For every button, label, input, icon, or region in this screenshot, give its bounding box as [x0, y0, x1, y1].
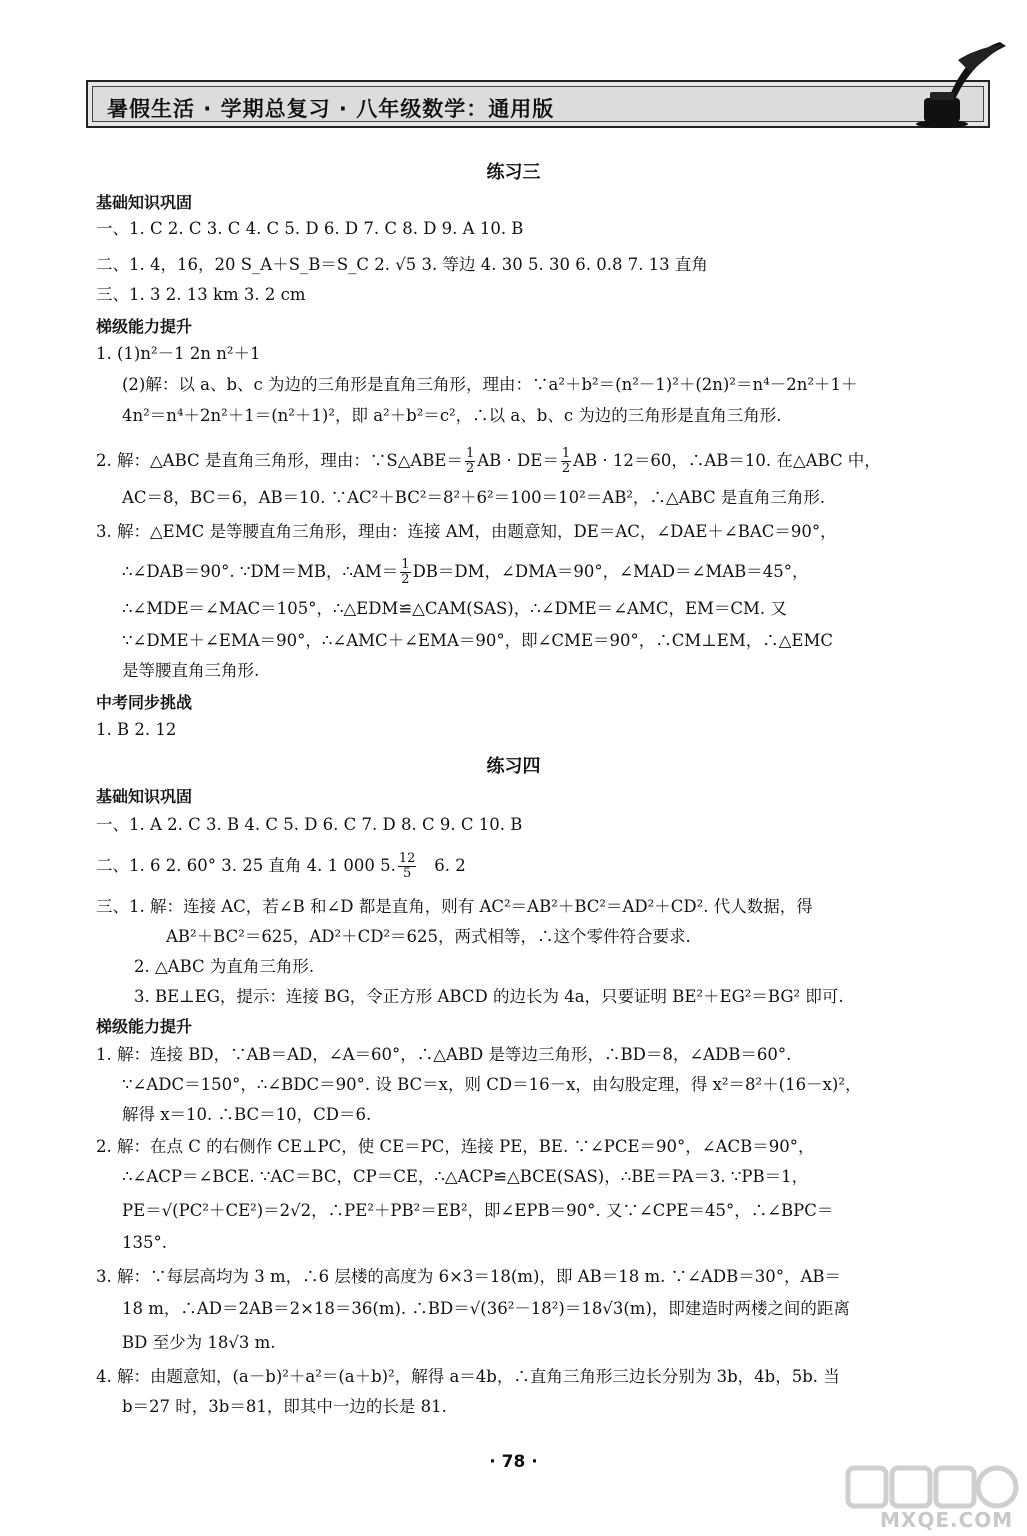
sec4-basic-line1: 一、1. A 2. C 3. B 4. C 5. D 6. C 7. D 8. C 9. C 10. B	[96, 815, 523, 834]
half-den: 2	[465, 461, 475, 476]
sec3-q2a	[96, 447, 881, 476]
half-num: 1	[561, 446, 571, 461]
sec4-s3d: 3. BE⊥EG，提示：连接 BG，令正方形 ABCD 的边长为 4a，只要证明 BE²＋EG²＝BG² 即可.	[134, 987, 844, 1006]
sec4-basic-heading: 基础知识巩固	[96, 787, 193, 806]
sec3-zk1: 1. B 2. 12	[96, 720, 177, 739]
sec3-q3b	[122, 558, 809, 587]
section-title-3: 练习三	[486, 162, 541, 183]
sec4-p3c: BD 至少为 18√3 m.	[122, 1333, 276, 1352]
sec3-q2a-mid: AB · DE＝	[477, 451, 559, 470]
sec4-line2-pre: 二、1. 6 2. 60° 3. 25 直角 4. 1 000 5.	[96, 856, 396, 875]
header-title: 暑假生活 · 学期总复习 · 八年级数学：通用版	[107, 97, 555, 121]
quill-inkwell-icon	[900, 38, 1010, 130]
half-num: 1	[401, 557, 410, 572]
sec3-zk-heading: 中考同步挑战	[96, 693, 193, 712]
sec3-basic-heading: 基础知识巩固	[96, 193, 193, 212]
half-den: 2	[561, 461, 571, 476]
sec4-s3a: 三、1. 解：连接 AC，若∠B 和∠D 都是直角，则有 AC²＝AB²＋BC²＝AD²＋CD². 代人数据，得	[96, 897, 813, 916]
half-fraction	[400, 558, 410, 587]
page-number: · 78 ·	[489, 1452, 538, 1472]
sec3-q3e: 是等腰直角三角形.	[122, 661, 260, 680]
half-num: 1	[465, 446, 475, 461]
sec3-ladder-heading: 梯级能力提升	[96, 317, 193, 336]
half-fraction	[561, 447, 571, 476]
sec4-p4a: 4. 解：由题意知，(a－b)²＋a²＝(a＋b)²，解得 a＝4b，∴直角三角形三边长分别为 3b，4b，5b. 当	[96, 1367, 840, 1386]
header-banner-inner	[92, 86, 984, 122]
twelve-fifths-fraction	[398, 852, 417, 881]
sec3-q3d: ∵∠DME＋∠EMA＝90°，∴∠AMC＋∠EMA＝90°，即∠CME＝90°，∴CM⊥EM，∴△EMC	[122, 631, 833, 650]
sec4-p2d: 135°.	[122, 1233, 167, 1252]
sec4-s3c: 2. △ABC 为直角三角形.	[134, 957, 315, 976]
sec3-q1c: 4n²＝n⁴＋2n²＋1＝(n²＋1)²，即 a²＋b²＝c²，∴以 a、b、c 为边的三角形是直角三角形.	[122, 406, 782, 425]
sec4-p2c: PE＝√(PC²＋CE²)＝2√2，∴PE²＋PB²＝EB²，即∠EPB＝90°. 又∵∠CPE＝45°，∴∠BPC＝	[122, 1201, 834, 1220]
sec4-ladder-heading: 梯级能力提升	[96, 1017, 193, 1036]
watermark-text: MXQE.COM	[880, 1508, 1014, 1532]
sec3-q3c: ∴∠MDE＝∠MAC＝105°，∴△EDM≌△CAM(SAS)，∴∠DME＝∠AMC，EM＝CM. 又	[122, 599, 787, 618]
section-title-4: 练习四	[486, 756, 541, 777]
sec4-p4b: b＝27 时，3b＝81，即其中一边的长是 81.	[122, 1397, 447, 1416]
sec3-q3b-post: DB＝DM，∠DMA＝90°，∠MAD＝∠MAB＝45°，	[412, 562, 809, 581]
frac-num: 12	[398, 851, 416, 866]
sec4-p2b: ∴∠ACP＝∠BCE. ∵AC＝BC，CP＝CE，∴△ACP≌△BCE(SAS)，∴BE＝PA＝3. ∵PB＝1，	[122, 1167, 809, 1186]
sec4-basic-line2	[96, 852, 466, 881]
sec4-p1c: 解得 x＝10. ∴BC＝10，CD＝6.	[122, 1105, 372, 1124]
sec4-line2-post: 6. 2	[434, 856, 466, 875]
sec4-p1a: 1. 解：连接 BD，∵AB＝AD，∠A＝60°，∴△ABD 是等边三角形，∴BD＝8，∠ADB＝60°.	[96, 1045, 792, 1064]
sec3-basic-line2: 二、1. 4，16，20 S_A＋S_B＝S_C 2. √5 3. 等边 4. 30 5. 30 6. 0.8 7. 13 直角	[96, 255, 708, 274]
sec3-basic-line1: 一、1. C 2. C 3. C 4. C 5. D 6. D 7. C 8. D 9. A 10. B	[96, 219, 524, 238]
header-banner	[86, 80, 990, 128]
sec4-s3b: AB²＋BC²＝625，AD²＋CD²＝625，两式相等，∴这个零件符合要求.	[166, 927, 691, 946]
sec3-q1a: 1. (1)n²－1 2n n²＋1	[96, 344, 261, 363]
frac-den: 5	[403, 866, 412, 881]
sec3-q3b-pre: ∴∠DAB＝90°. ∵DM＝MB，∴AM＝	[122, 562, 399, 581]
sec3-q1b: (2)解：以 a、b、c 为边的三角形是直角三角形，理由：∵a²＋b²＝(n²－1)²＋(2n)²＝n⁴－2n²＋1＋	[122, 375, 858, 394]
sec4-p2a: 2. 解：在点 C 的右侧作 CE⊥PC，使 CE＝PC，连接 PE，BE. ∵∠PCE＝90°，∠ACB＝90°，	[96, 1137, 815, 1156]
half-den: 2	[401, 572, 410, 587]
sec3-basic-line3: 三、1. 3 2. 13 km 3. 2 cm	[96, 285, 306, 304]
sec4-p1b: ∵∠ADC＝150°，∴∠BDC＝90°. 设 BC＝x，则 CD＝16－x，由勾股定理，得 x²＝8²＋(16－x)²，	[122, 1075, 862, 1094]
sec3-q2b: AC＝8，BC＝6，AB＝10. ∵AC²＋BC²＝8²＋6²＝100＝10²＝AB²，∴△ABC 是直角三角形.	[122, 488, 826, 507]
sec4-p3a: 3. 解：∵每层高均为 3 m，∴6 层楼的高度为 6×3＝18(m)，即 AB＝18 m. ∵∠ADB＝30°，AB＝	[96, 1267, 841, 1286]
sec4-p3b: 18 m，∴AD＝2AB＝2×18＝36(m). ∴BD＝√(36²－18²)＝18√3(m)，即建造时两楼之间的距离	[122, 1299, 850, 1318]
sec3-q2a-post: AB · 12＝60，∴AB＝10. 在△ABC 中，	[573, 451, 881, 470]
sec3-q3a: 3. 解：△EMC 是等腰直角三角形，理由：连接 AM，由题意知，DE＝AC，∠DAE＋∠BAC＝90°，	[96, 522, 837, 541]
half-fraction	[465, 447, 475, 476]
sec3-q2a-pre: 2. 解：△ABC 是直角三角形，理由：∵S△ABE＝	[96, 451, 463, 470]
